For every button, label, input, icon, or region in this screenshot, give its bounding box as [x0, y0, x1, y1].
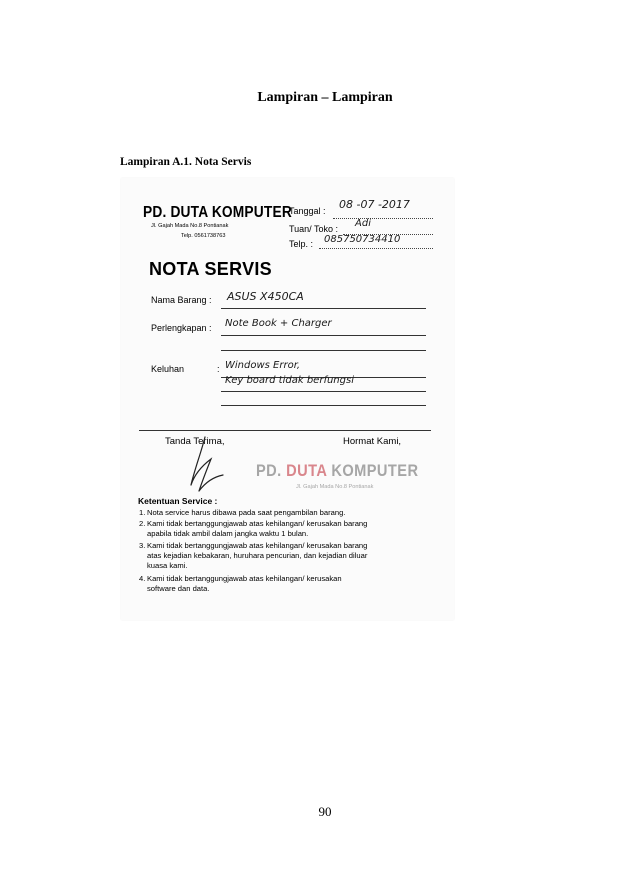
term-text-continued: apabila tidak ambil dalam jangka waktu 1 bulan.	[147, 529, 309, 538]
tanggal-label: Tanggal :	[289, 206, 326, 216]
perlengkapan-value: Note Book + Charger	[225, 318, 332, 329]
shop-name: PD. DUTA KOMPUTER	[143, 204, 292, 221]
stamp-part-1: PD.	[256, 461, 287, 480]
signature-drawing	[181, 433, 231, 503]
separator-line	[139, 430, 431, 431]
keluhan-line-3	[221, 405, 426, 406]
nama-barang-label: Nama Barang :	[151, 295, 212, 305]
keluhan-line-2	[221, 391, 426, 392]
section-title: Lampiran A.1. Nota Servis	[120, 156, 252, 168]
term-number: 4.	[139, 574, 146, 583]
perlengkapan-line-1	[221, 335, 426, 336]
term-number: 1.	[139, 508, 146, 517]
shop-phone: Telp. 0561738763	[181, 233, 226, 239]
nama-barang-value: ASUS X450CA	[227, 290, 304, 303]
term-item-2	[139, 519, 367, 539]
perlengkapan-line-2	[221, 350, 426, 351]
tuan-toko-label: Tuan/ Toko :	[289, 224, 339, 234]
page-number: 90	[318, 804, 332, 819]
tuan-toko-value: Adi	[355, 218, 371, 229]
term-text-continued: kuasa kami.	[147, 561, 188, 570]
telp-label: Telp. :	[289, 239, 314, 249]
keluhan-colon: :	[217, 364, 220, 374]
term-number: 2.	[139, 519, 146, 528]
page-heading: Lampiran – Lampiran	[257, 90, 393, 105]
hormat-kami-label: Hormat Kami,	[343, 436, 402, 447]
keluhan-label: Keluhan	[151, 364, 185, 374]
term-item-3	[139, 541, 367, 571]
term-number: 3.	[139, 541, 146, 550]
stamp-part-3: KOMPUTER	[326, 461, 419, 480]
term-text: Kami tidak bertanggungjawab atas kehilangan/ kerusakan barang	[147, 541, 368, 550]
term-item-1	[139, 508, 345, 518]
telp-value: 085750734410	[324, 234, 401, 245]
tanggal-value: 08 -07 -2017	[339, 198, 410, 211]
receipt-title: NOTA SERVIS	[149, 259, 272, 279]
telp-dotted-line	[319, 248, 433, 249]
term-text-continued: software dan data.	[147, 584, 210, 593]
term-text: Kami tidak bertanggungjawab atas kehilangan/ kerusakan barang	[147, 519, 368, 528]
service-receipt-image	[121, 178, 454, 620]
shop-address: Jl. Gajah Mada No.8 Pontianak	[151, 223, 229, 229]
nama-barang-line	[221, 308, 426, 309]
shop-stamp	[256, 461, 418, 481]
term-text: Kami tidak bertanggungjawab atas kehilangan/ kerusakan	[147, 574, 342, 583]
stamp-part-2: DUTA	[286, 461, 327, 480]
term-text: Nota service harus dibawa pada saat pengambilan barang.	[147, 508, 346, 517]
term-text-continued: atas kejadian kebakaran, huruhara pencurian, dan kejadian diluar	[147, 551, 368, 560]
terms-title: Ketentuan Service :	[138, 496, 218, 506]
perlengkapan-label: Perlengkapan :	[151, 323, 212, 333]
keluhan-value-1: Windows Error,	[225, 360, 301, 371]
tanggal-dotted-line	[333, 218, 433, 219]
term-item-4	[139, 574, 342, 594]
keluhan-value-2: Key board tidak berfungsi	[225, 375, 354, 386]
stamp-address: Jl. Gajah Mada No.8 Pontianak	[296, 484, 374, 490]
tanda-terima-label: Tanda Terima,	[165, 436, 225, 447]
